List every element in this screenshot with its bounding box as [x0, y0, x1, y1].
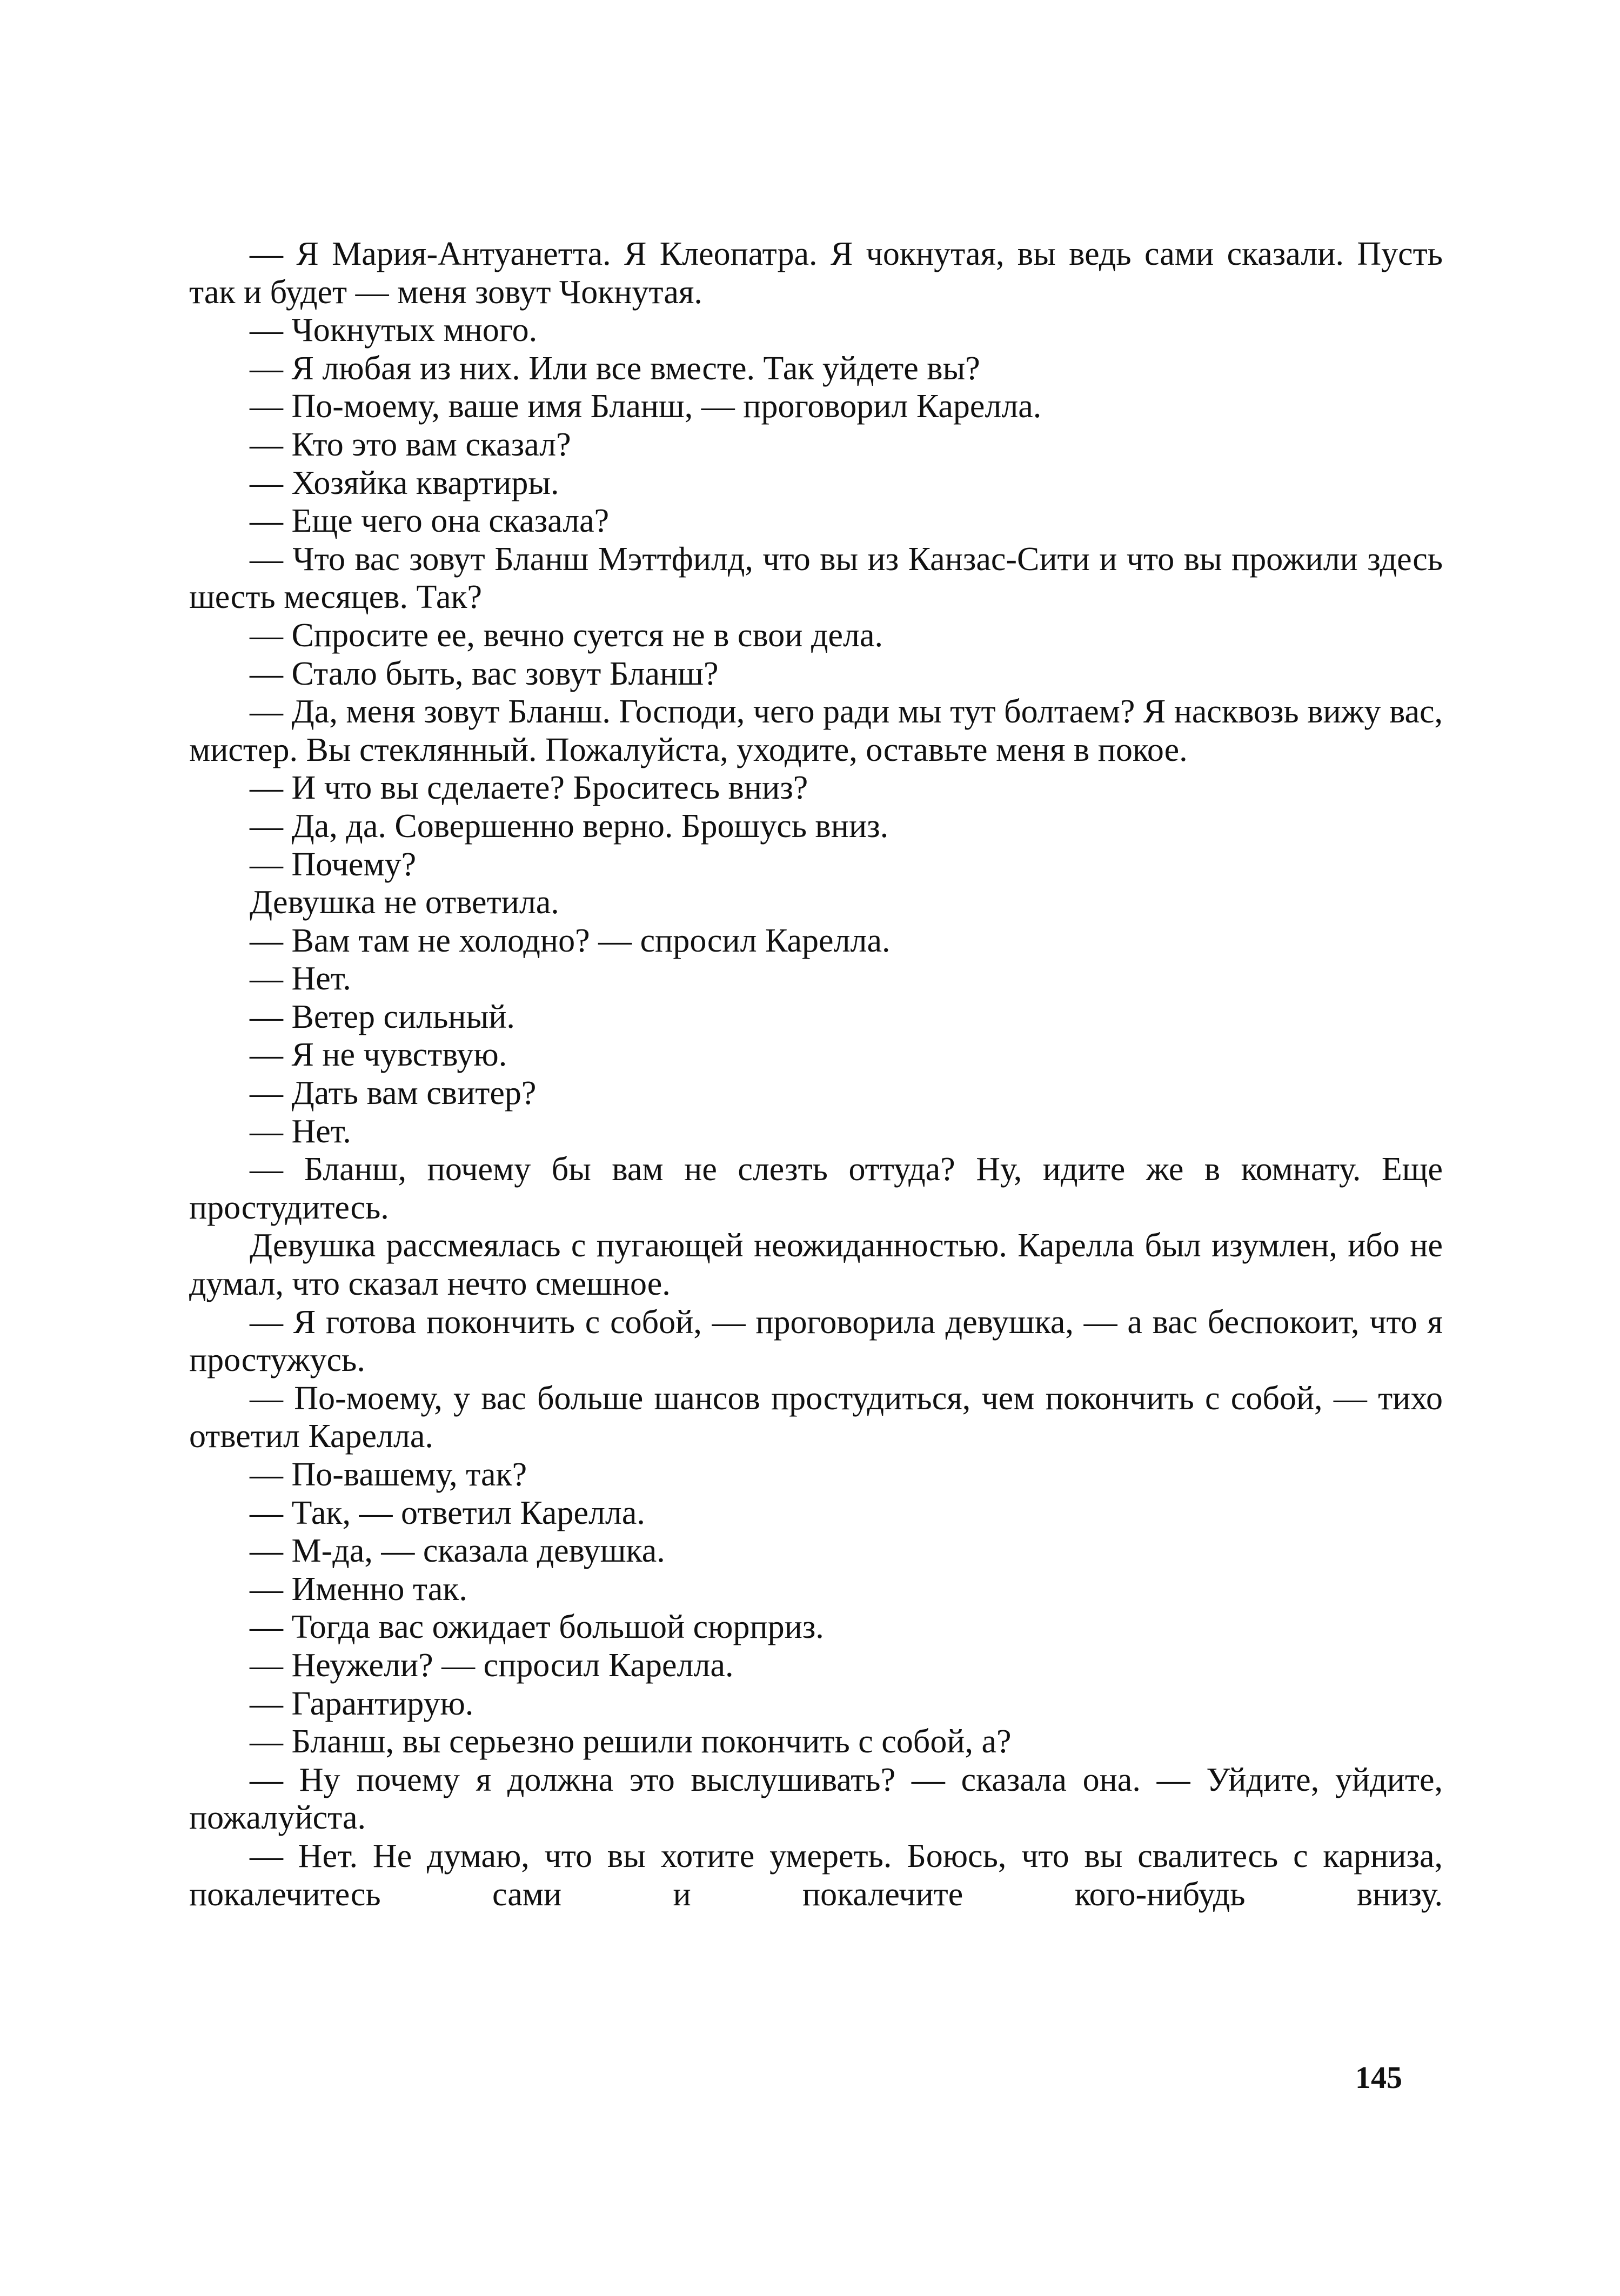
paragraph: Девушка не ответила.: [250, 884, 559, 921]
paragraph: — Да, да. Совершенно верно. Брошусь вниз.: [250, 807, 889, 845]
paragraph: — Нет. Не думаю, что вы хотите умереть. Боюсь, что вы свалитесь с карниза, покалечитесь сами и покалечите кого-нибудь внизу.: [189, 1837, 1443, 1913]
paragraph: — Почему?: [250, 846, 417, 883]
paragraph: — По-моему, ваше имя Бланш, — проговорил Карелла.: [250, 388, 1042, 425]
paragraph: Девушка рассмеялась с пугающей неожиданностью. Карелла был изумлен, ибо не думал, что сказал нечто смешное.: [189, 1227, 1443, 1303]
paragraph: — По-вашему, так?: [250, 1456, 527, 1493]
paragraph: — Бланш, почему бы вам не слезть оттуда? Ну, идите же в комнату. Еще простудитесь.: [189, 1151, 1443, 1226]
paragraph: — Что вас зовут Бланш Мэттфилд, что вы из Канзас-Сити и что вы прожили здесь шесть месяцев. Так?: [189, 540, 1443, 616]
paragraph: — Хозяйка квартиры.: [250, 464, 559, 501]
paragraph: — Чокнутых много.: [250, 312, 538, 349]
paragraph: — Я не чувствую.: [250, 1036, 507, 1074]
paragraph: — Неужели? — спросил Карелла.: [250, 1646, 734, 1684]
paragraph: — Еще чего она сказала?: [250, 503, 610, 540]
paragraph: — Именно так.: [250, 1570, 467, 1608]
page-number: 145: [1355, 2060, 1402, 2095]
paragraph: — Тогда вас ожидает большой сюрприз.: [250, 1609, 824, 1646]
paragraph: — Кто это вам сказал?: [250, 426, 571, 463]
paragraph: — По-моему, у вас больше шансов простудиться, чем покончить с собой, — тихо ответил Карелла.: [189, 1380, 1443, 1455]
paragraph: — Да, меня зовут Бланш. Господи, чего ради мы тут болтаем? Я насквозь вижу вас, мистер. Вы стеклянный. Пожалуйста, уходите, оставьте меня в покое.: [189, 693, 1443, 768]
paragraph: — И что вы сделаете? Броситесь вниз?: [250, 769, 808, 807]
page-text: [189, 235, 1443, 1913]
paragraph: — М-да, — сказала девушка.: [250, 1532, 665, 1570]
paragraph: — Вам там не холодно? — спросил Карелла.: [250, 922, 891, 959]
paragraph: — Бланш, вы серьезно решили покончить с собой, а?: [250, 1723, 1012, 1761]
paragraph: — Так, — ответил Карелла.: [250, 1494, 645, 1531]
paragraph: — Ну почему я должна это выслушивать? — сказала она. — Уйдите, уйдите, пожалуйста.: [189, 1761, 1443, 1837]
paragraph: — Нет.: [250, 960, 351, 998]
paragraph: — Я Мария-Антуанетта. Я Клеопатра. Я чокнутая, вы ведь сами сказали. Пусть так и будет — меня зовут Чокнутая.: [189, 236, 1443, 311]
paragraph: — Гарантирую.: [250, 1685, 474, 1722]
paragraph: — Нет.: [250, 1113, 351, 1150]
paragraph: — Я готова покончить с собой, — проговорила девушка, — а вас беспокоит, что я простужусь.: [189, 1303, 1443, 1379]
paragraph: — Ветер сильный.: [250, 998, 515, 1035]
paragraph: — Спросите ее, вечно суется не в свои дела.: [250, 617, 883, 654]
paragraph: — Я любая из них. Или все вместе. Так уйдете вы?: [250, 350, 980, 387]
paragraph: — Дать вам свитер?: [250, 1075, 537, 1112]
paragraph: — Стало быть, вас зовут Бланш?: [250, 655, 719, 692]
